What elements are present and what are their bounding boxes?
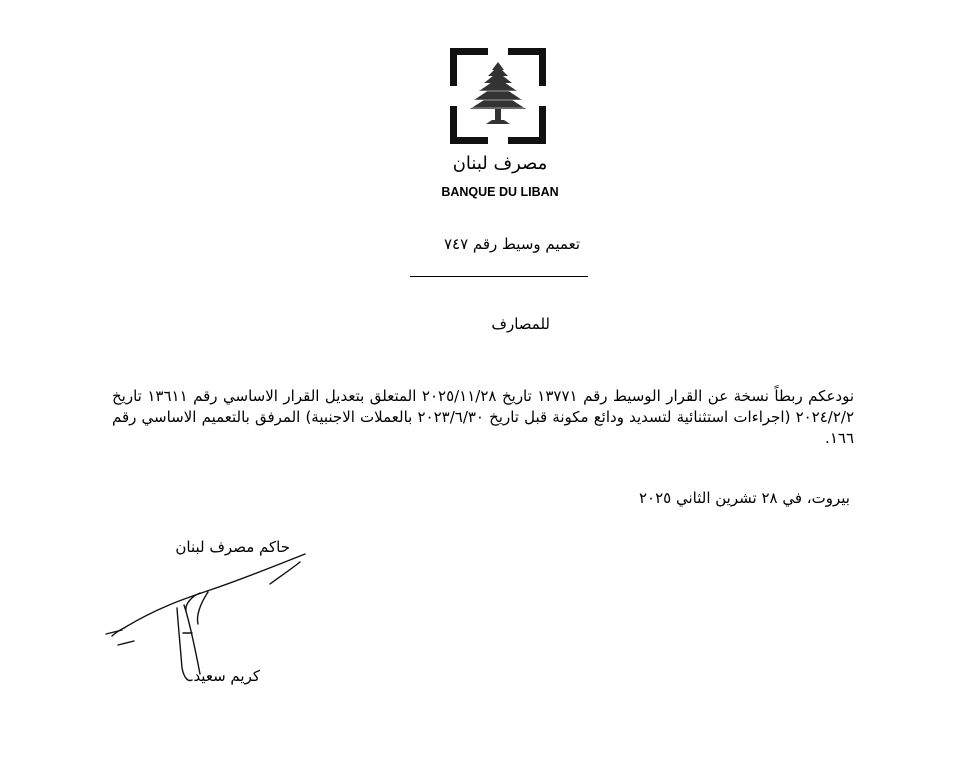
governor-name: كريم سعيد bbox=[193, 667, 260, 685]
title-underline bbox=[410, 276, 588, 277]
bank-name-arabic: مصرف لبنان bbox=[452, 153, 548, 174]
addressee: للمصارف bbox=[491, 315, 550, 333]
body-paragraph bbox=[112, 386, 854, 449]
place-and-date: بيروت، في ٢٨ تشرين الثاني ٢٠٢٥ bbox=[638, 489, 850, 507]
circular-title: تعميم وسيط رقم ٧٤٧ bbox=[443, 235, 580, 253]
cedar-tree-icon bbox=[450, 48, 546, 144]
body-paragraph-text: نودعكم ربطاً نسخة عن القرار الوسيط رقم ١٣٧٧١ تاريخ ٢٠٢٥/١١/٢٨ المتعلق بتعديل القرار الاساسي رقم ١٣٦١١ تاريخ ٢٠٢٤/٢/٢ (اجراءات استثنائية لتسديد ودائع مكونة قبل تاريخ ٢٠٢٣/٦/٣٠ بالعملات الاجنبية) المرفق بالتعميم الاساسي رقم ١٦٦. bbox=[112, 387, 855, 447]
governor-title: حاكم مصرف لبنان bbox=[175, 538, 290, 556]
bank-name-french: BANQUE DU LIBAN bbox=[441, 185, 559, 199]
